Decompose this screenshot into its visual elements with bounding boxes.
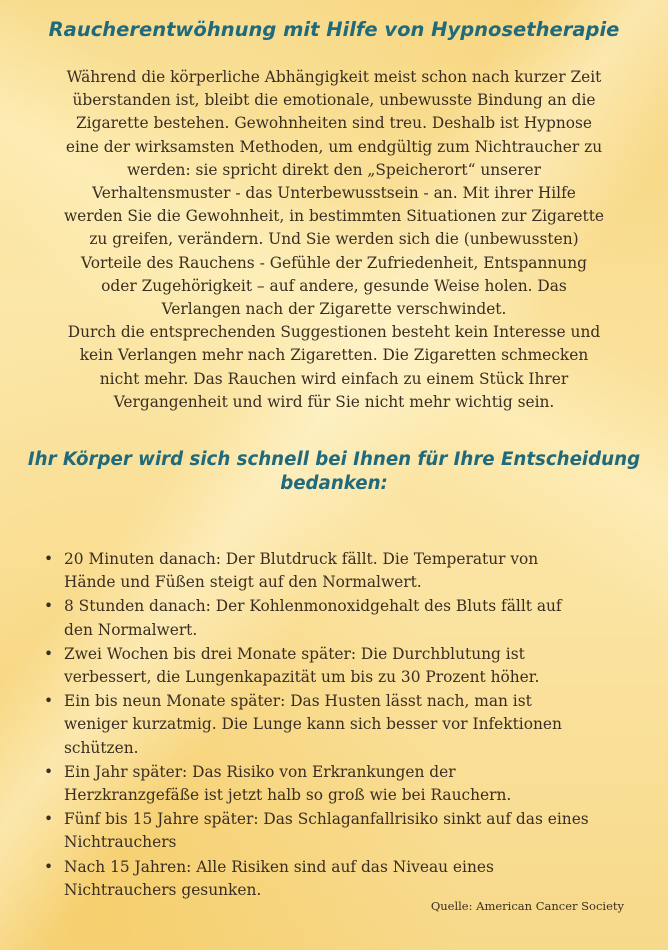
section-heading-line: bedanken: (280, 473, 388, 494)
list-item-line: weniger kurzatmig. Die Lunge kann sich besser vor Infektionen (64, 715, 562, 734)
intro-paragraph (30, 66, 638, 414)
benefits-list (44, 548, 644, 903)
list-item (44, 761, 644, 807)
body-line: zu greifen, verändern. Und Sie werden sich die (unbewussten) (89, 230, 579, 249)
list-item (44, 690, 644, 760)
list-item (44, 808, 644, 854)
list-item-line: den Normalwert. (64, 620, 198, 639)
body-line: überstanden ist, bleibt die emotionale, unbewusste Bindung an die (72, 91, 596, 110)
source-citation: Quelle: American Cancer Society (430, 899, 624, 913)
list-item-line: schützen. (64, 738, 139, 757)
list-item-line: 20 Minuten danach: Der Blutdruck fällt. Die Temperatur von (64, 550, 539, 568)
list-item-line: Fünf bis 15 Jahre später: Das Schlaganfallrisiko sinkt auf das eines (64, 810, 589, 829)
body-line: werden Sie die Gewohnheit, in bestimmten Situationen zur Zigarette (64, 207, 604, 226)
list-item-line: Hände und Füßen steigt auf den Normalwert. (64, 573, 422, 592)
body-line: werden: sie spricht direkt den „Speicherort“ unserer (126, 160, 542, 179)
bullet-icon: • (44, 550, 54, 568)
section-heading-line: Ihr Körper wird sich schnell bei Ihnen für Ihre Entscheidung (27, 449, 641, 470)
body-line: Vorteile des Rauchens - Gefühle der Zufriedenheit, Entspannung (81, 253, 587, 272)
list-item-line: Ein bis neun Monate später: Das Husten lässt nach, man ist (64, 692, 532, 711)
list-item (44, 548, 644, 594)
section-heading (20, 448, 648, 496)
bullet-icon: • (44, 644, 54, 663)
body-line: Verhaltensmuster - das Unterbewusstsein - an. Mit ihrer Hilfe (92, 184, 576, 203)
body-line: Durch die entsprechenden Suggestionen besteht kein Interesse und (67, 323, 601, 342)
body-line: kein Verlangen mehr nach Zigaretten. Die Zigaretten schmecken (79, 346, 589, 365)
body-line: Während die körperliche Abhängigkeit meist schon nach kurzer Zeit (66, 68, 602, 86)
page-title: Raucherentwöhnung mit Hilfe von Hypnosetherapie (48, 18, 620, 41)
list-item-line: Ein Jahr später: Das Risiko von Erkrankungen der (64, 762, 456, 781)
bullet-icon: • (44, 810, 54, 829)
list-item-line: Nichtrauchers (64, 833, 177, 852)
list-item-line: Nach 15 Jahren: Alle Risiken sind auf das Niveau eines (64, 857, 494, 876)
body-line: Verlangen nach der Zigarette verschwindet. (161, 300, 507, 319)
body-line: oder Zugehörigkeit – auf andere, gesunde Weise holen. Das (101, 276, 567, 295)
list-item-line: Herzkranzgefäße ist jetzt halb so groß wie bei Rauchern. (64, 786, 512, 805)
list-item (44, 595, 644, 641)
bullet-icon: • (44, 762, 54, 781)
list-item-line: Nichtrauchers gesunken. (64, 880, 262, 899)
list-item-line: verbessert, die Lungenkapazität um bis zu 30 Prozent höher. (64, 668, 540, 687)
list-item-line: 8 Stunden danach: Der Kohlenmonoxidgehalt des Bluts fällt auf (64, 597, 562, 616)
body-line: eine der wirksamsten Methoden, um endgültig zum Nichtraucher zu (65, 137, 603, 156)
bullet-icon: • (44, 692, 54, 711)
bullet-icon: • (44, 857, 54, 876)
body-line: Vergangenheit und wird für Sie nicht mehr wichtig sein. (113, 392, 555, 411)
body-line: nicht mehr. Das Rauchen wird einfach zu einem Stück Ihrer (99, 369, 569, 388)
list-item (44, 856, 644, 902)
list-item (44, 643, 644, 689)
bullet-icon: • (44, 597, 54, 616)
list-item-line: Zwei Wochen bis drei Monate später: Die Durchblutung ist (64, 644, 525, 663)
body-line: Zigarette bestehen. Gewohnheiten sind treu. Deshalb ist Hypnose (75, 114, 593, 133)
